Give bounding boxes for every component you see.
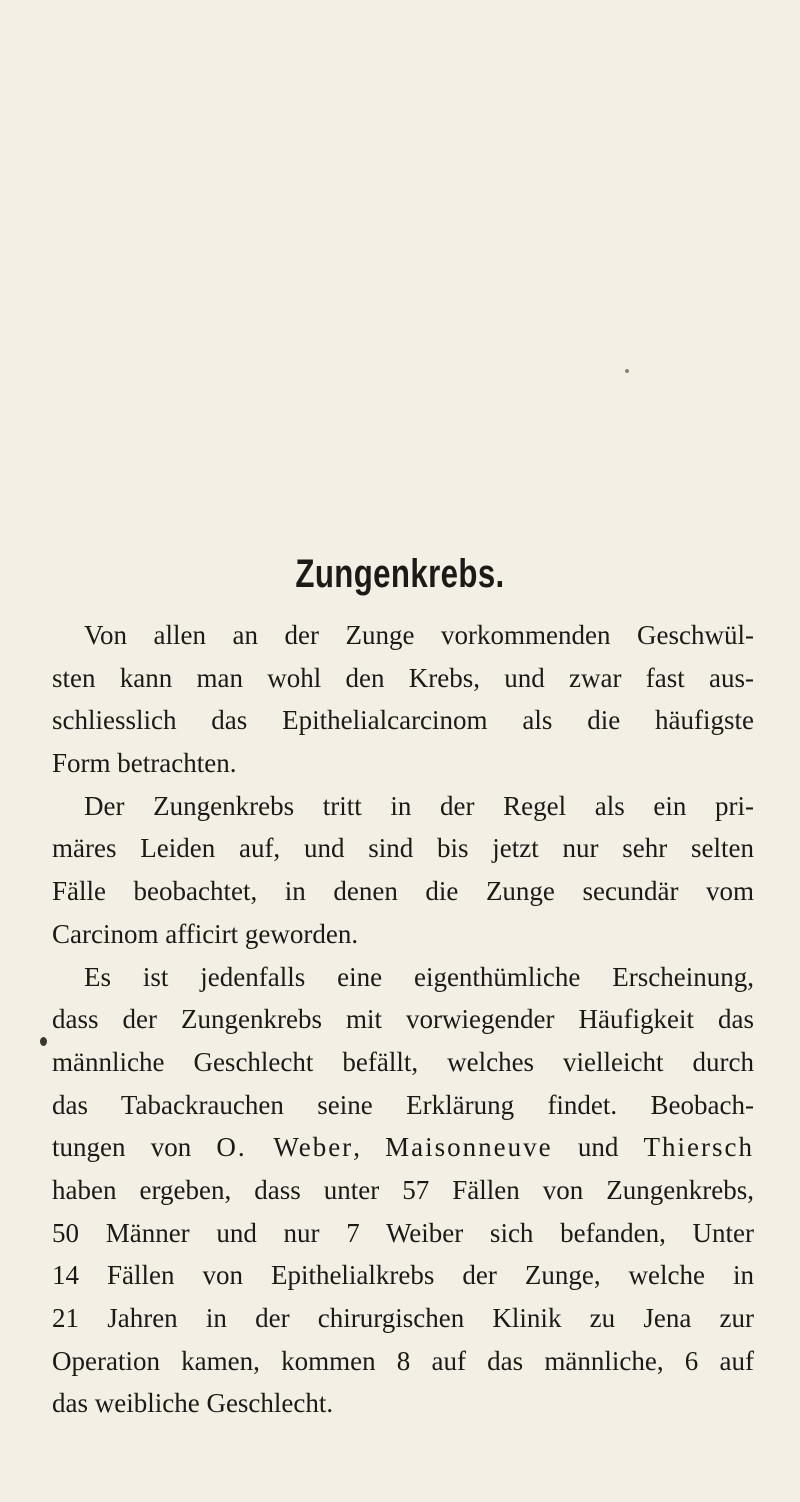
text-line: Von allen an der Zunge vorkommenden Geschwül- bbox=[84, 620, 754, 650]
text-line: haben ergeben, dass unter 57 Fällen von Zungenkrebs, bbox=[52, 1174, 754, 1205]
margin-ink-dot bbox=[40, 1037, 47, 1046]
text-line: Operation kamen, kommen 8 auf das männliche, 6 auf bbox=[52, 1345, 754, 1376]
page-title: Zungenkrebs. bbox=[295, 552, 505, 596]
text-run: , bbox=[353, 1132, 386, 1163]
text-line: 21 Jahren in der chirurgischen Klinik zu Jena zur bbox=[52, 1303, 754, 1333]
text-line: 14 Fällen von Epithelialkrebs der Zunge, welche in bbox=[52, 1260, 754, 1291]
text-line: märes Leiden auf, und sind bis jetzt nur sehr selten bbox=[52, 833, 754, 864]
text-line: das weibliche Geschlecht. bbox=[52, 1388, 334, 1419]
text-line: Der Zungenkrebs tritt in der Regel als ein pri- bbox=[84, 790, 754, 821]
text-line-names bbox=[52, 1126, 754, 1169]
text-line: das Tabackrauchen seine Erklärung findet. Beobach- bbox=[52, 1089, 754, 1120]
paper-speck bbox=[625, 369, 629, 373]
text-line: Carcinom afficirt geworden. bbox=[52, 918, 359, 949]
text-run: und bbox=[552, 1132, 644, 1163]
text-line: 50 Männer und nur 7 Weiber sich befanden, Unter bbox=[52, 1217, 754, 1248]
text-run: tungen von bbox=[52, 1132, 217, 1163]
text-line: männliche Geschlecht befällt, welches vielleicht durch bbox=[52, 1046, 754, 1077]
text-line: sten kann man wohl den Krebs, und zwar fast aus- bbox=[52, 662, 754, 693]
author-name-maisonneuve: Maisonneuve bbox=[385, 1132, 553, 1163]
author-name-weber: O. Weber bbox=[216, 1132, 354, 1163]
text-line: schliesslich das Epithelialcarcinom als die häufigste bbox=[52, 705, 754, 736]
body-text bbox=[52, 614, 754, 1425]
author-name-thiersch: Thiersch bbox=[643, 1132, 755, 1163]
text-line: Es ist jedenfalls eine eigenthümliche Erscheinung, bbox=[84, 961, 754, 992]
text-line: Fälle beobachtet, in denen die Zunge secundär vom bbox=[52, 876, 754, 907]
text-line: dass der Zungenkrebs mit vorwiegender Häufigkeit das bbox=[52, 1004, 754, 1035]
text-line: Form betrachten. bbox=[52, 748, 237, 779]
